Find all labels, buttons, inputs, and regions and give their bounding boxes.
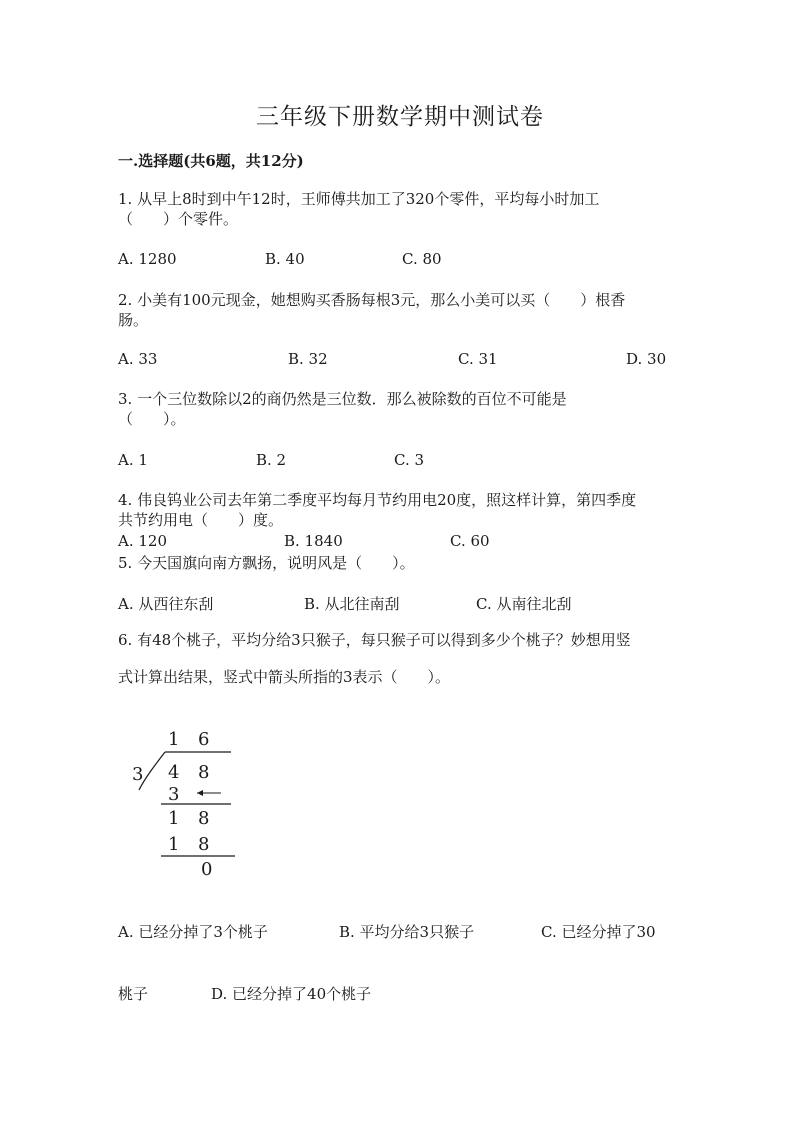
- long-division-figure: [125, 720, 255, 890]
- question-4-line-1: 4. 伟良钨业公司去年第二季度平均每月节约用电20度，照这样计算，第四季度: [118, 491, 637, 509]
- question-4-option-c[interactable]: C. 60: [450, 532, 490, 550]
- page-title: 三年级下册数学期中测试卷: [256, 104, 544, 130]
- question-1-line-1: 1. 从早上8时到中午12时，王师傅共加工了320个零件，平均每小时加工: [118, 190, 600, 208]
- divisor: 3: [132, 764, 144, 785]
- section-heading: 一.选择题(共6题，共12分): [118, 152, 304, 170]
- question-5-line-1: 5. 今天国旗向南方飘扬，说明风是（ ）。: [118, 554, 415, 572]
- question-1-option-a[interactable]: A. 1280: [118, 250, 177, 268]
- question-4-option-b[interactable]: B. 1840: [284, 532, 343, 550]
- question-6-option-c[interactable]: C. 已经分掉了30: [541, 923, 656, 941]
- question-6-option-d[interactable]: D. 已经分掉了40个桃子: [211, 985, 372, 1003]
- question-1-line-2: （ ）个零件。: [118, 210, 239, 228]
- question-1-option-c[interactable]: C. 80: [402, 250, 442, 268]
- question-1-option-b[interactable]: B. 40: [265, 250, 305, 268]
- dividend-digit-2: 8: [198, 762, 210, 783]
- question-4-line-2: 共节约用电（ ）度。: [118, 511, 284, 529]
- dividend-digit-1: 4: [168, 762, 180, 783]
- remainder-digit-2: 8: [198, 808, 210, 829]
- quotient-digit-2: 6: [198, 729, 210, 750]
- question-3-option-a[interactable]: A. 1: [118, 451, 148, 469]
- question-6-option-b[interactable]: B. 平均分给3只猴子: [339, 923, 475, 941]
- question-3-option-c[interactable]: C. 3: [394, 451, 425, 469]
- question-2-option-d[interactable]: D. 30: [626, 350, 667, 368]
- question-6-option-a[interactable]: A. 已经分掉了3个桃子: [118, 923, 268, 941]
- question-5-option-a[interactable]: A. 从西往东刮: [118, 595, 214, 613]
- question-6-line-2: 式计算出结果，竖式中箭头所指的3表示（ ）。: [118, 668, 451, 686]
- quotient-digit-1: 1: [168, 729, 180, 750]
- final-remainder: 0: [201, 859, 213, 880]
- second-product-digit-1: 1: [168, 834, 180, 855]
- question-3-line-2: （ ）。: [118, 410, 186, 428]
- question-5-option-b[interactable]: B. 从北往南刮: [304, 595, 400, 613]
- question-5-option-c[interactable]: C. 从南往北刮: [476, 595, 572, 613]
- question-2-option-b[interactable]: B. 32: [288, 350, 328, 368]
- question-4-option-a[interactable]: A. 120: [118, 532, 167, 550]
- question-2-option-a[interactable]: A. 33: [118, 350, 158, 368]
- question-2-option-c[interactable]: C. 31: [458, 350, 498, 368]
- question-2-line-1: 2. 小美有100元现金，她想购买香肠每根3元，那么小美可以买（ ）根香: [118, 291, 626, 309]
- question-3-option-b[interactable]: B. 2: [256, 451, 287, 469]
- question-2-line-2: 肠。: [118, 311, 149, 329]
- question-6-option-c-continued: 桃子: [118, 985, 149, 1003]
- first-product: 3: [168, 784, 180, 805]
- remainder-digit-1: 1: [168, 808, 180, 829]
- question-6-line-1: 6. 有48个桃子，平均分给3只猴子，每只猴子可以得到多少个桃子？妙想用竖: [118, 631, 631, 649]
- question-3-line-1: 3. 一个三位数除以2的商仍然是三位数．那么被除数的百位不可能是: [118, 390, 567, 408]
- second-product-digit-2: 8: [198, 834, 210, 855]
- arrow-head-icon: [197, 790, 203, 796]
